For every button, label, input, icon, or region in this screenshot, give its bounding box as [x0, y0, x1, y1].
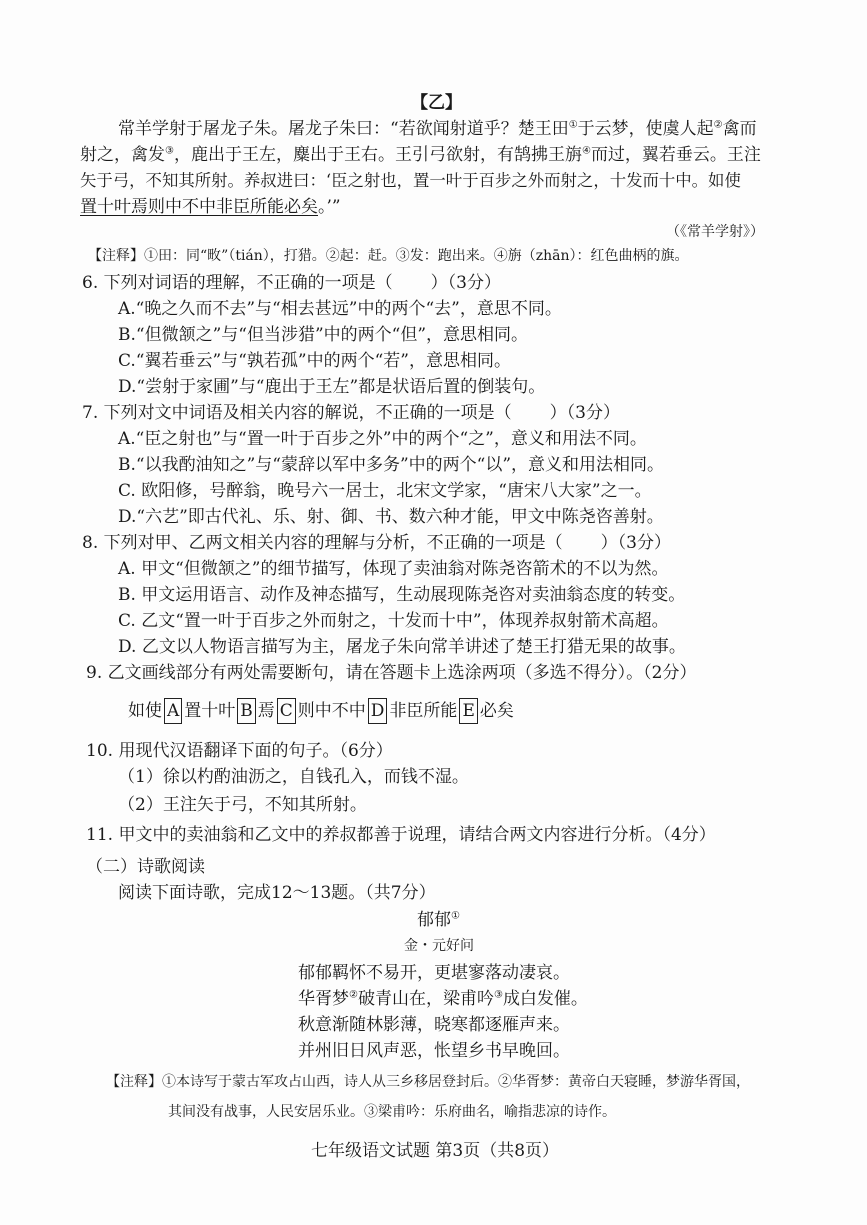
passage-line-4: 置十叶焉则中不中非臣所能必矣。’” — [80, 197, 341, 217]
question-7-stem: 7. 下列对文中词语及相关内容的解说，不正确的一项是（ ）（3分） — [82, 403, 620, 423]
question-8-stem: 8. 下列对甲、乙两文相关内容的理解与分析，不正确的一项是（ ）（3分） — [82, 533, 671, 553]
poem-author: 金・元好问 — [404, 938, 474, 954]
question-8-option-b: B. 甲文运用语言、动作及神态描写，生动展现陈尧咨对卖油翁态度的转变。 — [118, 585, 686, 605]
passage-notes: 【注释】①田：同“畋”（tián），打猎。②起：赶。③发：跑出来。④旃（zhān）：红色曲柄的旗。 — [88, 248, 689, 264]
break-option-e: E — [459, 698, 477, 724]
passage-line-2: 射之，禽发③，鹿出于王左，麋出于王右。王引弓欲射，有鹄拂王旃④而过，翼若垂云。王注 — [80, 145, 761, 165]
poetry-instruction: 阅读下面诗歌，完成12～13题。（共7分） — [118, 883, 436, 903]
break-option-b: B — [237, 698, 256, 724]
poem-line-2: 华胥梦②破青山在，梁甫吟③成白发催。 — [298, 989, 588, 1009]
question-7-option-c: C. 欧阳修，号醉翁，晚号六一居士，北宋文学家，“唐宋八大家”之一。 — [118, 481, 652, 501]
poem-line-3: 秋意渐随林影薄，晓寒都逐雁声来。 — [298, 1015, 570, 1035]
poem-line-1: 郁郁羁怀不易开，更堪寥落动凄哀。 — [298, 963, 570, 983]
question-11-stem: 11. 甲文中的卖油翁和乙文中的养叔都善于说理，请结合两文内容进行分析。（4分） — [86, 825, 716, 845]
question-7-option-b: B.“以我酌油知之”与“蒙辞以军中多务”中的两个“以”，意义和用法相同。 — [118, 455, 665, 475]
question-8-option-d: D. 乙文以人物语言描写为主，屠龙子朱向常羊讲述了楚王打猎无果的故事。 — [118, 637, 686, 657]
poem-line-4: 并州旧日风声恶，怅望乡书早晚回。 — [298, 1041, 570, 1061]
break-option-d: D — [368, 698, 388, 724]
passage-line-1: 常羊学射于屠龙子朱。屠龙子朱曰：“若欲闻射道乎？楚王田①于云梦，使虞人起②禽而 — [118, 119, 757, 139]
poem-notes-line-1: 【注释】①本诗写于蒙古军攻占山西，诗人从三乡移居登封后。②华胥梦：黄帝白天寝睡，梦游华胥国， — [106, 1074, 750, 1090]
question-9-segmented-sentence: 如使 A 置十叶 B 焉 C 则中不中 D 非臣所能 E 必矣 — [128, 698, 514, 724]
question-6-option-a: A.“晩之久而不去”与“相去甚远”中的两个“去”，意思不同。 — [118, 299, 562, 319]
question-7-option-d: D.“六艺”即古代礼、乐、射、御、书、数六种才能，甲文中陈尧咨善射。 — [118, 507, 664, 527]
poem-title: 郁郁① — [417, 910, 460, 930]
question-6-stem: 6. 下列对词语的理解，不正确的一项是（ ）（3分） — [82, 273, 501, 293]
question-6-option-b: B.“但微颔之”与“但当涉猎”中的两个“但”，意思相同。 — [118, 325, 529, 345]
poem-notes-line-2: 其间没有战事，人民安居乐业。③梁甫吟：乐府曲名，喻指悲凉的诗作。 — [168, 1104, 616, 1120]
question-10-stem: 10. 用现代汉语翻译下面的句子。（6分） — [86, 741, 393, 761]
question-8-option-a: A. 甲文“但微颔之”的细节描写，体现了卖油翁对陈尧咨箭术的不以为然。 — [118, 559, 669, 579]
break-option-a: A — [164, 698, 182, 724]
question-8-option-c: C. 乙文“置一叶于百步之外而射之，十发而十中”，体现养叔射箭术高超。 — [118, 611, 669, 631]
question-9-stem: 9. 乙文画线部分有两处需要断句，请在答题卡上选涂两项（多选不得分）。（2分） — [86, 663, 697, 683]
passage-heading: 【乙】 — [411, 93, 462, 113]
question-6-option-c: C.“翼若垂云”与“孰若孤”中的两个“若”，意思相同。 — [118, 351, 511, 371]
passage-source: （《常羊学射》） — [666, 224, 764, 240]
underlined-sentence: 置十叶焉则中不中非臣所能必矣 — [80, 197, 318, 217]
poetry-section-heading: （二）诗歌阅读 — [86, 857, 205, 877]
question-10-sentence-2: （2）王注矢于弓，不知其所射。 — [118, 795, 367, 815]
passage-line-3: 矢于弓，不知其所射。养叔进曰：‘臣之射也，置一叶于百步之外而射之，十发而十中。如使 — [80, 171, 741, 190]
question-6-option-d: D.“尝射于家圃”与“鹿出于王左”都是状语后置的倒装句。 — [118, 377, 546, 397]
question-7-option-a: A.“臣之射也”与“置一叶于百步之外”中的两个“之”，意义和用法不同。 — [118, 429, 647, 449]
break-option-c: C — [277, 698, 296, 724]
page-footer: 七年级语文试题 第3页（共8页） — [311, 1141, 560, 1161]
question-10-sentence-1: （1）徐以杓酌油沥之，自钱孔入，而钱不湿。 — [118, 767, 469, 787]
